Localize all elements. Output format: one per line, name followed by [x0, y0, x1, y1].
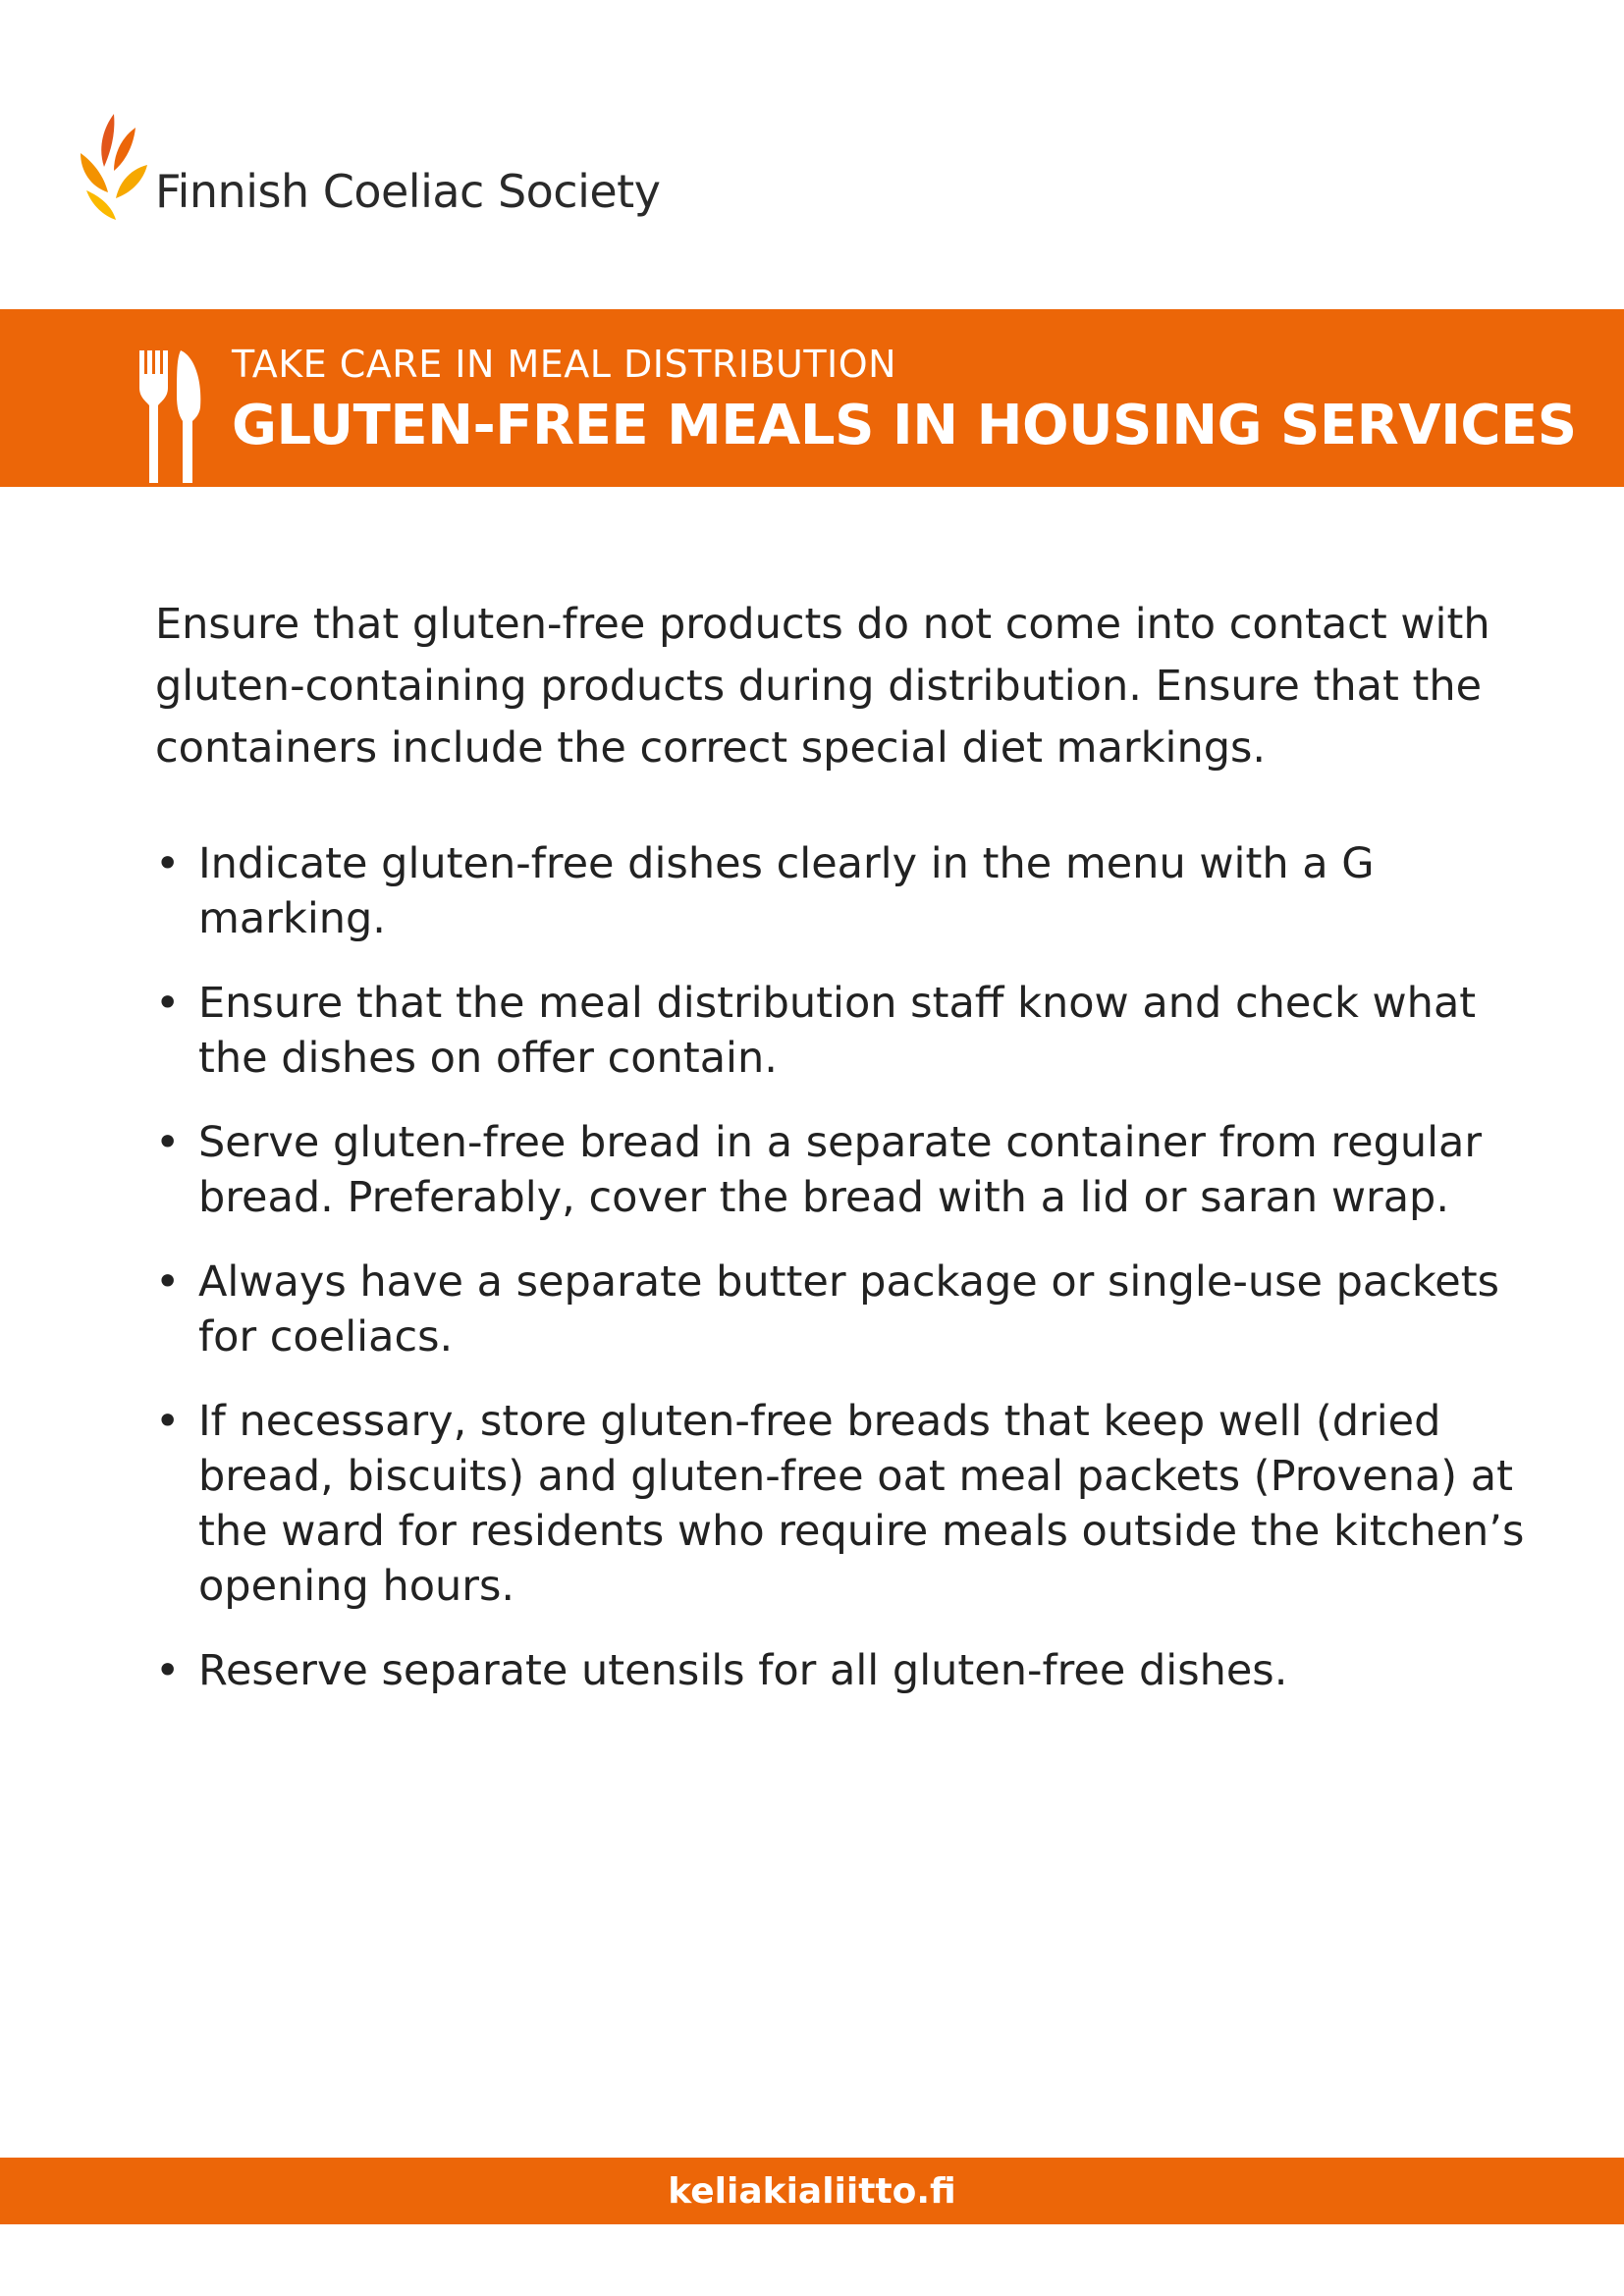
wheat-leaf-icon	[75, 110, 149, 228]
title-banner	[0, 309, 1624, 487]
bullet-marker: •	[155, 839, 181, 888]
bullet-marker: •	[155, 1397, 181, 1446]
bullet-marker: •	[155, 1257, 181, 1307]
list-item	[155, 1643, 1530, 1698]
list-item-text: If necessary, store gluten-free breads that keep well (dried bread, biscuits) and gluten-free oat meal packets (Provena) at the ward for residents who require meals outside the kitchen’s opening hours.	[198, 1397, 1525, 1611]
brand-name: Finnish Coeliac Society	[155, 165, 661, 218]
list-item-text: Indicate gluten-free dishes clearly in the menu with a G marking.	[198, 839, 1375, 943]
list-item-text: Reserve separate utensils for all gluten-free dishes.	[198, 1646, 1288, 1695]
footer-bar	[0, 2158, 1624, 2224]
fork-knife-icon	[137, 350, 204, 483]
banner-kicker: TAKE CARE IN MEAL DISTRIBUTION	[232, 343, 897, 386]
list-item-text: Serve gluten-free bread in a separate container from regular bread. Preferably, cover the bread with a lid or saran wrap.	[198, 1118, 1483, 1222]
list-item	[155, 1255, 1530, 1364]
list-item	[155, 836, 1530, 946]
list-item	[155, 1115, 1530, 1225]
guideline-list	[155, 836, 1530, 1728]
list-item-text: Always have a separate butter package or single-use packets for coeliacs.	[198, 1257, 1500, 1362]
bullet-marker: •	[155, 979, 181, 1028]
website-link[interactable]: keliakialiitto.fi	[668, 2171, 956, 2212]
logo	[75, 110, 683, 228]
bullet-marker: •	[155, 1646, 181, 1695]
list-item	[155, 1394, 1530, 1614]
list-item	[155, 976, 1530, 1086]
list-item-text: Ensure that the meal distribution staff know and check what the dishes on offer contain.	[198, 979, 1477, 1083]
bullet-marker: •	[155, 1118, 181, 1167]
page-title: GLUTEN-FREE MEALS IN HOUSING SERVICES	[232, 394, 1577, 457]
intro-paragraph: Ensure that gluten-free products do not come into contact with gluten-containing products during distribution. Ensure that the containers include the correct special diet markings.	[155, 600, 1490, 773]
